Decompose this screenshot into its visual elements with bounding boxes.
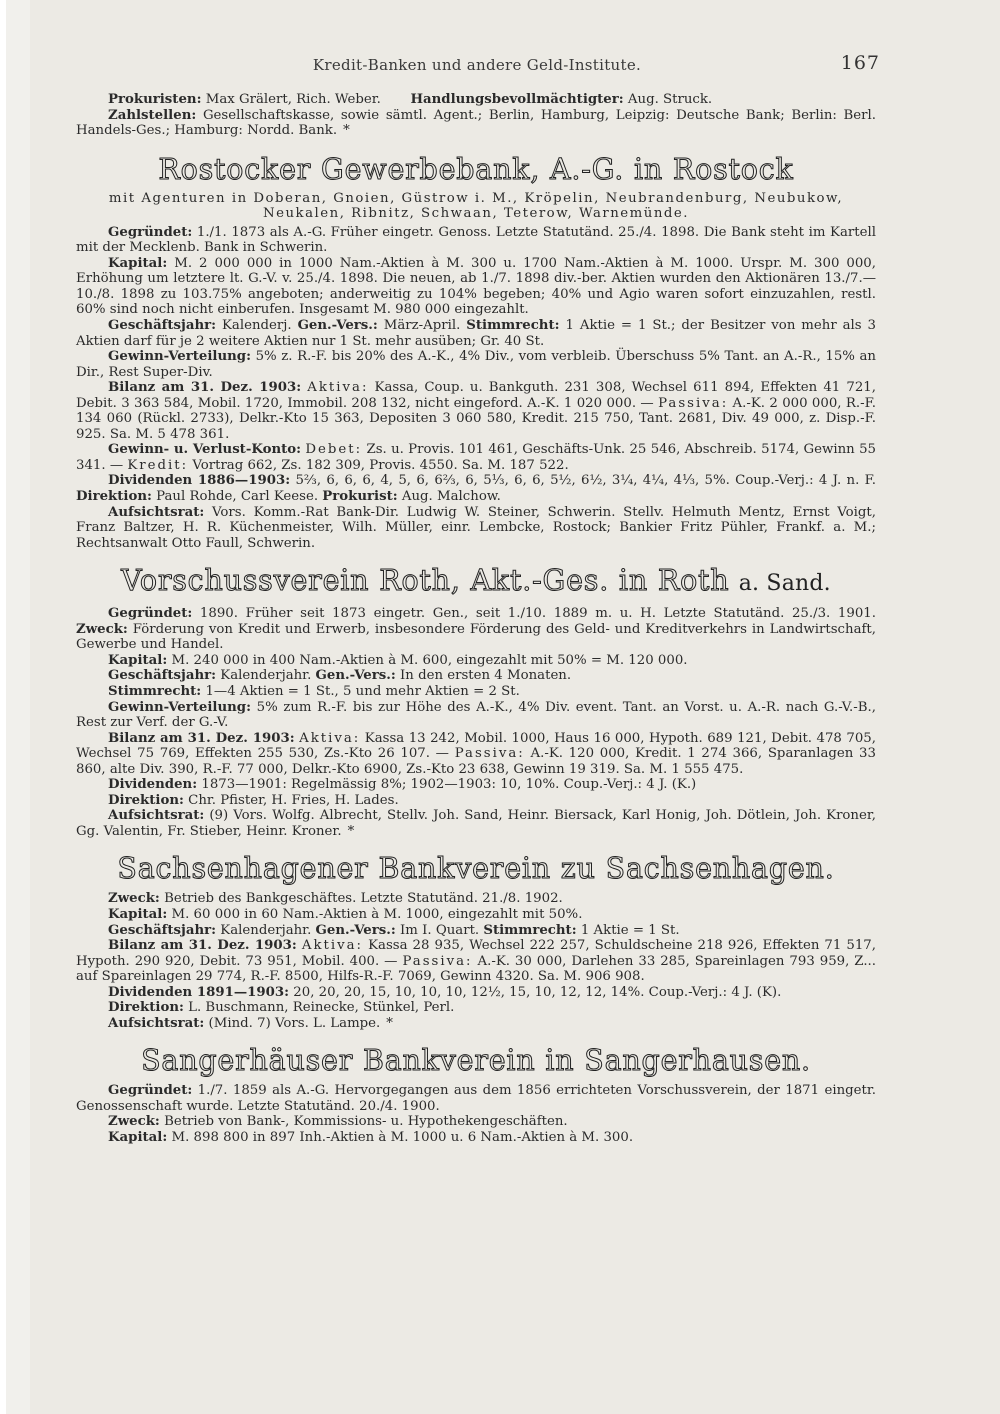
page-number: 167 bbox=[840, 52, 880, 74]
dividenden-line bbox=[76, 777, 876, 793]
stimmrecht-label: Stimmrecht: bbox=[466, 318, 560, 334]
bilanz-line: Bilanz am 31. Dez. 1903: Aktiva: Kassa 28 935, Wechsel 222 257, Schuldscheine 218 926, Effekten 71 517, Hypoth. 290 920, Debit. 73 951, Mobil. 400. — Passiva: A.-K. 30 000, Darlehen 33 285, Spareinlagen 793 959, Z... auf Spareinlagen 29 774, R.-F. 8500, Hilfs-R.-F. 7069, Gewinn 4320. Sa. M. 906 908. bbox=[76, 938, 876, 985]
genvers-label: Gen.-Vers.: bbox=[315, 922, 396, 938]
prokuristen-line bbox=[76, 92, 876, 108]
kapital-line bbox=[76, 1130, 876, 1146]
geschaeftsjahr-value: Kalenderjahr. bbox=[220, 922, 312, 938]
dividenden-value: 1873—1901: Regelmässig 8%; 1902—1903: 10, 10%. Coup.-Verj.: 4 J. (K.) bbox=[201, 777, 697, 793]
genvers-value: März-April. bbox=[383, 318, 461, 334]
aktiva-value: Kassa 28 935, Wechsel 222 257, Schuldscheine 218 926, Effekten 71 517, Hypoth. 290 920, Debit. 73 951, Mobil. 400. bbox=[76, 938, 876, 969]
dividenden-label: Dividenden 1886—1903: bbox=[108, 473, 291, 489]
aufsichtsrat-value: (9) Vors. Wolfg. Albrecht, Stellv. Joh. Sand, Heinr. Biersack, Karl Honig, Joh. Dötlein, Joh. Kroner, Gg. Valentin, Fr. Stieber, Heinr. Kroner. bbox=[76, 808, 876, 839]
aufsichtsrat-value: Vors. Komm.-Rat Bank-Dir. Ludwig W. Steiner, Schwerin. Stellv. Helmuth Mentz, Ernst Voigt, Franz Baltzer, H. R. Küchenmeister, Wilh. Müller, einr. Lembcke, Rostock; Bankier Fritz Pühler, Frankf. a. M.; Rechtsanwalt Otto Faull, Schwerin. bbox=[76, 504, 876, 551]
passiva-value: A.-K. 2 000 000, R.-F. 134 060 (Rückl. 2733), Delkr.-Kto 15 363, Depositen 3 060 580, Kredit. 215 750, Tant. 2681, Div. 49 000, z. Disp.-F. 925. Sa. M. 5 478 361. bbox=[76, 395, 876, 442]
genvers-value: In den ersten 4 Monaten. bbox=[400, 668, 572, 684]
geschaeftsjahr-line bbox=[76, 668, 876, 684]
passiva-word: Passiva: bbox=[658, 395, 729, 411]
kapital-label: Kapital: bbox=[108, 906, 168, 922]
aktiva-value: Kassa, Coup. u. Bankguth. 231 308, Wechsel 611 894, Effekten 41 721, Debit. 3 363 584, Mobil. 1720, Immobil. 208 132, nicht eingeford. A.-K. 1 020 000. bbox=[76, 380, 876, 411]
handlung-value: Aug. Struck. bbox=[627, 92, 713, 107]
entry-title-text: Vorschussverein Roth, Akt.-Ges. in Roth bbox=[121, 564, 730, 598]
gegruendet-line bbox=[76, 1083, 876, 1114]
aktiva-value: Kassa 13 242, Mobil. 1000, Haus 16 000, Hypoth. 689 121, Debit. 478 705, Wechsel 75 769, Effekten 255 530, Zs.-Kto 26 107. bbox=[76, 730, 876, 762]
dividenden-value: 5⅔, 6, 6, 6, 4, 5, 6, 6⅔, 6, 5⅓, 6, 6, 5½, 6½, 3¼, 4¼, 4⅓, 5%. Coup.-Verj.: 4 J. n. F. bbox=[295, 473, 876, 489]
gegruendet-value: 1890. Früher seit 1873 eingetr. Gen., seit 1./10. 1889 m. u. H. Letzte Statutänd. 25./3. 1901. bbox=[199, 606, 876, 622]
gegruendet-label: Gegründet: bbox=[108, 224, 193, 240]
gegruendet-label: Gegründet: bbox=[108, 1083, 193, 1099]
aufsichtsrat-line bbox=[76, 808, 876, 839]
gegruendet-line bbox=[76, 606, 876, 653]
aufsichtsrat-label: Aufsichtsrat: bbox=[108, 1015, 205, 1031]
kredit-value: Vortrag 662, Zs. 182 309, Provis. 4550. Sa. M. 187 522. bbox=[192, 457, 569, 473]
dividenden-label: Dividenden 1891—1903: bbox=[108, 984, 290, 1000]
gegruendet-value: 1./1. 1873 als A.-G. Früher eingetr. Genoss. Letzte Statutänd. 25./4. 1898. Die Bank steht im Kartell mit der Mecklenb. Bank in Schwerin. bbox=[76, 224, 876, 256]
prokurist-label: Prokurist: bbox=[322, 489, 398, 505]
geschaeftsjahr-label: Geschäftsjahr: bbox=[108, 318, 217, 334]
aufsichtsrat-line bbox=[76, 1016, 876, 1032]
gegruendet-value: 1./7. 1859 als A.-G. Hervorgegangen aus dem 1856 errichteten Vorschussverein, der 1871 eingetr. Genossenschaft wurde. Letzte Statutänd. 20./4. 1900. bbox=[76, 1083, 876, 1114]
aufsichtsrat-value: (Mind. 7) Vors. L. Lampe. bbox=[208, 1015, 381, 1031]
gewinnverteilung-value: 5% zum R.-F. bis zur Höhe des A.-K., 4% Div. event. Tant. an Vorst. u. A.-R. nach G.-V.-B., Rest zur Verf. der G.-V. bbox=[76, 699, 876, 731]
direktion-value: L. Buschmann, Reinecke, Stünkel, Perl. bbox=[188, 1000, 455, 1016]
passiva-value: A.-K. 120 000, Kredit. 1 274 366, Sparanlagen 33 860, alte Div. 390, R.-F. 77 000, Delkr.-Kto 6900, Zs.-Kto 23 638, Gewinn 19 319. Sa. M. 1 555 475. bbox=[76, 746, 876, 777]
zahlstellen-label: Zahlstellen: bbox=[108, 107, 197, 123]
zweck-value: Betrieb des Bankgeschäftes. Letzte Statutänd. 21./8. 1902. bbox=[164, 891, 563, 907]
end-star: * bbox=[343, 123, 350, 139]
kredit-word: Kredit: bbox=[127, 457, 189, 473]
aktiva-word: Aktiva: bbox=[307, 380, 369, 396]
direktion-label: Direktion: bbox=[76, 489, 152, 505]
geschaeftsjahr-label: Geschäftsjahr: bbox=[108, 668, 217, 684]
direktion-line bbox=[76, 1000, 876, 1016]
entry-vorschussverein-roth bbox=[76, 564, 876, 839]
bilanz-label: Bilanz am 31. Dez. 1903: bbox=[108, 380, 302, 396]
dividenden-label: Dividenden: bbox=[108, 777, 198, 793]
genvers-label: Gen.-Vers.: bbox=[315, 668, 396, 684]
kapital-value: M. 60 000 in 60 Nam.-Aktien à M. 1000, eingezahlt mit 50%. bbox=[171, 906, 583, 922]
kapital-line bbox=[76, 653, 876, 669]
running-header: Kredit-Banken und andere Geld-Institute. bbox=[312, 56, 642, 74]
kapital-line bbox=[76, 256, 876, 318]
stimmrecht-value: 1 Aktie = 1 St. bbox=[580, 922, 680, 938]
kapital-value: M. 2 000 000 in 1000 Nam.-Aktien à M. 300 u. 1700 Nam.-Aktien à M. 1000. Urspr. M. 300 000, Erhöhung um letztere lt. G.-V. v. 25./4. 1898. Die neuen, ab 1./7. 1898 div.-ber. Aktien wurden den Aktionären 13./7.—10./8. 1898 zu 103.75% angeboten; anderweitig zu 104% begeben; 40% und Agio waren sofort einzuzahlen, restl. 60% sind noch nicht einberufen. Insgesamt M. 980 000 eingezahlt. bbox=[76, 255, 876, 318]
aufsichtsrat-line bbox=[76, 505, 876, 552]
geschaeftsjahr-value: Kalenderj. bbox=[221, 318, 292, 334]
genvers-label: Gen.-Vers.: bbox=[297, 318, 378, 334]
zahlstellen-line bbox=[76, 108, 876, 139]
scan-margin bbox=[0, 0, 30, 1414]
entry-title-text: Sangerhäuser Bankverein in Sangerhausen. bbox=[141, 1044, 811, 1078]
aufsichtsrat-label: Aufsichtsrat: bbox=[108, 504, 205, 520]
entry-subtitle: mit Agenturen in Doberan, Gnoien, Güstrow i. M., Kröpelin, Neubrandenburg, Neubukow, Neukalen, Ribnitz, Schwaan, Teterow, Warnemünde. bbox=[108, 190, 844, 222]
zweck-label: Zweck: bbox=[108, 891, 160, 907]
guv-line: Gewinn- u. Verlust-Konto: Debet: Zs. u. Provis. 101 461, Geschäfts-Unk. 25 546, Abschreib. 5174, Gewinn 55 341. — Kredit: Vortrag 662, Zs. 182 309, Provis. 4550. Sa. M. 187 522. bbox=[76, 442, 876, 473]
debet-value: Zs. u. Provis. 101 461, Geschäfts-Unk. 25 546, Abschreib. 5174, Gewinn 55 341. bbox=[76, 442, 876, 473]
end-star: * bbox=[347, 823, 355, 839]
prokuristen-value: Max Grälert, Rich. Weber. bbox=[205, 92, 381, 107]
direktion-label: Direktion: bbox=[108, 1000, 184, 1016]
passiva-word: Passiva: bbox=[402, 953, 473, 969]
passiva-word: Passiva: bbox=[454, 746, 525, 762]
aktiva-word: Aktiva: bbox=[299, 730, 361, 746]
prokuristen-label: Prokuristen: bbox=[108, 92, 202, 107]
entry-rostocker-gewerbebank bbox=[76, 153, 876, 552]
bilanz-label: Bilanz am 31. Dez. 1903: bbox=[108, 730, 295, 746]
passiva-value: A.-K. 30 000, Darlehen 33 285, Spareinlagen 793 959, Z... auf Spareinlagen 29 774, R.-F. 8500, Hilfs-R.-F. 7069, Gewinn 4320. Sa. M. 906 908. bbox=[76, 953, 876, 985]
geschaeftsjahr-line bbox=[76, 318, 876, 349]
kapital-value: M. 240 000 in 400 Nam.-Aktien à M. 600, eingezahlt mit 50% = M. 120 000. bbox=[171, 652, 688, 668]
zweck-line bbox=[76, 891, 876, 907]
entry-title-text: Sachsenhagener Bankverein zu Sachsenhagen. bbox=[117, 852, 835, 886]
dividenden-line bbox=[76, 473, 876, 504]
bilanz-label: Bilanz am 31. Dez. 1903: bbox=[108, 938, 297, 954]
entry-title-text: Rostocker Gewerbebank, A.-G. in Rostock bbox=[158, 152, 794, 186]
genvers-value: Im I. Quart. bbox=[400, 922, 480, 938]
direktion-line bbox=[76, 793, 876, 809]
zweck-label: Zweck: bbox=[108, 1114, 160, 1130]
zweck-value: Förderung von Kredit und Erwerb, insbesondere Förderung des Geld- und Kreditverkehrs in Landwirtschaft, Gewerbe und Handel. bbox=[76, 621, 876, 653]
kapital-label: Kapital: bbox=[108, 652, 168, 668]
guv-label: Gewinn- u. Verlust-Konto: bbox=[108, 442, 302, 458]
gewinnverteilung-label: Gewinn-Verteilung: bbox=[108, 699, 252, 715]
kapital-label: Kapital: bbox=[108, 1129, 168, 1145]
geschaeftsjahr-value: Kalenderjahr. bbox=[220, 668, 312, 684]
aktiva-word: Aktiva: bbox=[301, 938, 364, 954]
direktion-value: Chr. Pfister, H. Fries, H. Lades. bbox=[188, 792, 399, 808]
stimmrecht-value: 1 Aktie = 1 St.; der Besitzer von mehr als 3 Aktien darf für je 2 weitere Aktien nur 1 St. mehr ausüben; Gr. 40 St. bbox=[76, 318, 877, 349]
geschaeftsjahr-line bbox=[76, 923, 876, 939]
entry-sangerhaeuser-bankverein bbox=[76, 1044, 876, 1145]
entry-sachsenhagener-bankverein bbox=[76, 852, 876, 1031]
gewinnverteilung-line bbox=[76, 349, 876, 380]
text-column bbox=[76, 92, 876, 1146]
zahlstellen-value: Gesellschaftskasse, sowie sämtl. Agent.; Berlin, Hamburg, Leipzig: Deutsche Bank; Berlin: Berl. Handels-Ges.; Hamburg: Nordd. Bank. bbox=[76, 107, 877, 139]
prokurist-value: Aug. Malchow. bbox=[401, 489, 501, 505]
bilanz-line: Bilanz am 31. Dez. 1903: Aktiva: Kassa 13 242, Mobil. 1000, Haus 16 000, Hypoth. 689 121, Debit. 478 705, Wechsel 75 769, Effekten 255 530, Zs.-Kto 26 107. — Passiva: A.-K. 120 000, Kredit. 1 274 366, Sparanlagen 33 860, alte Div. 390, R.-F. 77 000, Delkr.-Kto 6900, Zs.-Kto 23 638, Gewinn 19 319. Sa. M. 1 555 475. bbox=[76, 730, 876, 777]
geschaeftsjahr-label: Geschäftsjahr: bbox=[108, 922, 217, 938]
gegruendet-line bbox=[76, 225, 876, 256]
handlung-label: Handlungsbevollmächtigter: bbox=[410, 92, 624, 107]
direktion-value: Paul Rohde, Carl Keese. bbox=[156, 489, 319, 505]
zweck-label: Zweck: bbox=[76, 621, 128, 637]
entry-title bbox=[76, 564, 876, 601]
entry-title-suffix: a. Sand. bbox=[738, 571, 831, 597]
stimmrecht-value: 1—4 Aktien = 1 St., 5 und mehr Aktien = 2 St. bbox=[205, 683, 520, 699]
bilanz-line: Bilanz am 31. Dez. 1903: Aktiva: Kassa, Coup. u. Bankguth. 231 308, Wechsel 611 894, Effekten 41 721, Debit. 3 363 584, Mobil. 1720, Immobil. 208 132, nicht eingeford. A.-K. 1 020 000. — Passiva: A.-K. 2 000 000, R.-F. 134 060 (Rückl. 2733), Delkr.-Kto 15 363, Depositen 3 060 580, Kredit. 215 750, Tant. 2681, Div. 49 000, z. Disp.-F. 925. Sa. M. 5 478 361. bbox=[76, 380, 876, 442]
dividenden-line bbox=[76, 985, 876, 1001]
gewinnverteilung-value: 5% z. R.-F. bis 20% des A.-K., 4% Div., vom verbleib. Überschuss 5% Tant. an A.-R., 15% an Dir., Rest Super-Div. bbox=[76, 349, 876, 380]
kapital-line bbox=[76, 907, 876, 923]
end-star: * bbox=[386, 1015, 393, 1031]
stimmrecht-label: Stimmrecht: bbox=[108, 683, 202, 699]
dividenden-value: 20, 20, 20, 15, 10, 10, 10, 12½, 15, 10, 12, 12, 14%. Coup.-Verj.: 4 J. (K). bbox=[293, 984, 782, 1000]
gewinnverteilung-label: Gewinn-Verteilung: bbox=[108, 349, 252, 365]
stimmrecht-line bbox=[76, 684, 876, 700]
entry-title bbox=[76, 1044, 876, 1078]
gegruendet-label: Gegründet: bbox=[108, 606, 193, 622]
aufsichtsrat-label: Aufsichtsrat: bbox=[108, 808, 205, 824]
kapital-value: M. 898 800 in 897 Inh.-Aktien à M. 1000 u. 6 Nam.-Aktien à M. 300. bbox=[171, 1129, 634, 1145]
entry-continued bbox=[76, 92, 876, 139]
entry-title bbox=[76, 153, 876, 187]
zweck-line bbox=[76, 1114, 876, 1130]
direktion-label: Direktion: bbox=[108, 792, 184, 808]
kapital-label: Kapital: bbox=[108, 255, 168, 271]
stimmrecht-label: Stimmrecht: bbox=[483, 922, 577, 938]
gewinnverteilung-line bbox=[76, 700, 876, 731]
debet-word: Debet: bbox=[305, 442, 363, 458]
zweck-value: Betrieb von Bank-, Kommissions- u. Hypothekengeschäften. bbox=[164, 1114, 568, 1130]
entry-title bbox=[76, 852, 876, 886]
